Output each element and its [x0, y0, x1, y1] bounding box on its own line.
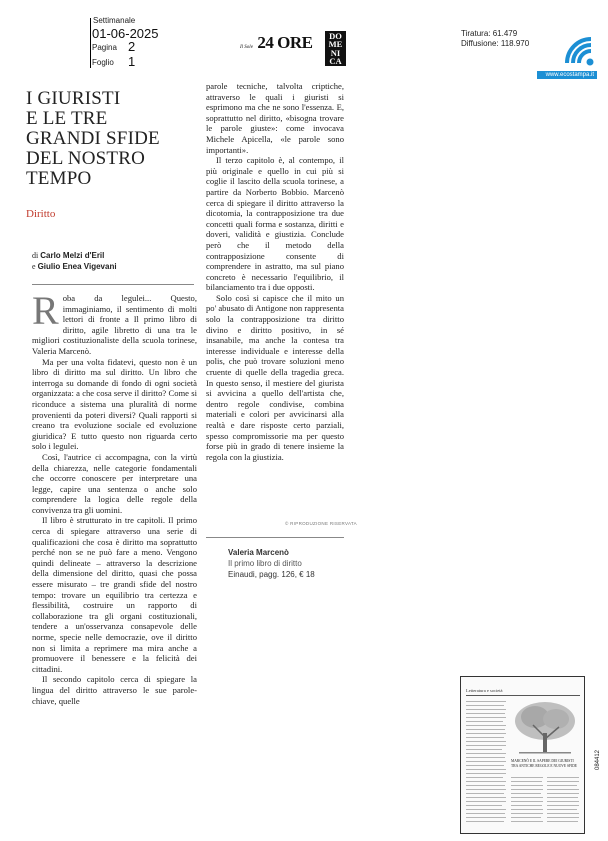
title-line: GRANDI SFIDE: [26, 128, 160, 149]
paragraph: parole tecniche, talvolta criptiche, attraverso le quali i giuristi si esprimono ma che ne sono l'essenza. E, soprattutto nel diritto, «bisogna trovare le parole giuste»: come invocava Michele Apicella, «le parole sono importanti».: [206, 81, 344, 155]
section-label: Diritto: [26, 208, 56, 220]
paragraph: Così, l'autrice ci accompagna, con la virtù della chiarezza, nelle categorie fondamentali che occorre conoscere per interpretare una legge, capire una sentenza o anche solo comprendere la logica delle regole della convivenza tra gli uomini.: [32, 451, 197, 515]
byline: [32, 251, 197, 271]
article-column-2: [206, 81, 344, 521]
publication-small: Il Sole: [240, 45, 253, 50]
tree-illustration-icon: [509, 699, 581, 755]
paragraph: Il secondo capitolo cerca di spiegare la lingua del diritto attraverso le sue parole-chiave, quelle: [32, 674, 197, 706]
book-box-divider: [206, 537, 344, 538]
ecostampa-url[interactable]: www.ecostampa.it: [537, 71, 597, 79]
paragraph: [32, 293, 197, 357]
byline-divider: [32, 284, 194, 285]
title-line: E LE TRE: [26, 108, 108, 129]
book-publisher: Einaudi, pagg. 126, € 18: [228, 570, 315, 579]
title-line: I GIURISTI: [26, 88, 121, 109]
dropcap: R: [32, 293, 59, 333]
supplement-line: ME: [328, 39, 343, 50]
title-line: TEMPO: [26, 168, 92, 189]
byline-prefix: e: [32, 262, 36, 271]
thumbnail-rule: [466, 695, 580, 696]
thumbnail-text-block: [511, 775, 579, 827]
publication-name: 24 ORE: [257, 33, 313, 52]
thumbnail-text-block: [466, 699, 506, 827]
paragraph: Ma per una volta fidatevi, questo non è un libro di diritto ma sul diritto. Un libro che interroga su domande di fondo di ogni società organizzata: a che cosa serve il diritto? Come si riconduce a sistema una pluralità di norme provenienti da poteri diversi? Quali rapporti si creano tra evoluzione sociale ed evoluzione giuridica? E tutto questo non riguarda certo solo i legulei.: [32, 356, 197, 452]
author-name: Giulio Enea Vigevani: [37, 262, 117, 271]
sheet-label: Foglio: [92, 58, 114, 67]
page-thumbnail[interactable]: [460, 676, 585, 834]
document-code: 084412: [595, 749, 601, 770]
paragraph-text: oba da legulei... Questo, immaginiamo, il sentimento di molti lettori di fronte a Il primo libro di diritto, agile libretto di una tra le migliori costituzionaliste della scuola torinese, Valeria Marcenò.: [32, 293, 197, 356]
article-column-1: [32, 293, 197, 838]
page-label: Pagina: [92, 43, 117, 52]
print-run: Tiratura: 61.479: [461, 29, 518, 38]
supplement-logo: [325, 31, 346, 66]
book-title: Il primo libro di diritto: [228, 559, 302, 568]
book-info: [228, 547, 353, 580]
article-title: [26, 89, 206, 189]
header-divider: [90, 18, 91, 68]
paragraph: Solo così si capisce che il mito un po' abusato di Antigone non rappresenta solo la contrapposizione tra diritto divino e diritto positivo, in sé insanabile, ma anche la contesa tra interesse individuale e interesse della polis, che può trovare soluzioni meno cruente di quelle della tragedia greca. In questo senso, il mestiere del giurista si avvicina a quello dell'artista che, dentro regole condivise, combina materiali e colori per avvicinarsi alla realtà e dare risposte certo parziali, spesso compromissorie ma per questo forse più in grado di tenere insieme la regola con la giustizia.: [206, 292, 344, 462]
sheet-value: 1: [128, 54, 136, 69]
page-value: 2: [128, 39, 136, 54]
title-line: DEL NOSTRO: [26, 148, 145, 169]
distribution: Diffusione: 118.970: [461, 39, 530, 48]
book-author: Valeria Marcenò: [228, 548, 289, 557]
issue-date: 01-06-2025: [92, 26, 159, 41]
byline-prefix: di: [32, 251, 39, 260]
ecostampa-logo-icon: [561, 33, 595, 67]
publication-logo: [240, 33, 312, 53]
supplement-line: DO: [329, 31, 342, 41]
supplement-line: CA: [329, 55, 342, 66]
supplement-line: NI: [330, 47, 341, 58]
copyright-note: © RIPRODUZIONE RISERVATA: [285, 521, 357, 526]
frequency-label: Settimanale: [93, 16, 136, 25]
author-name: Carlo Melzi d'Eril: [40, 251, 105, 260]
thumbnail-headline: MARCENÒ E IL SAPERE DEI GIURISTI TRA ANTICHE REGOLE E NUOVE SFIDE: [511, 759, 577, 768]
paragraph: Il terzo capitolo è, al contempo, il più originale e quello in cui più si coglie il lascito della scuola torinese, a partire da Norberto Bobbio. Marcenò cerca di spiegare il diritto attraverso la dicotomia, la contrapposizione tra due concetti quali forma e sostanza, diritti e doveri, validità e giustizia. Conclude però che il metodo della contrapposizione consente di comprendere in astratto, ma sul piano concreto è necessario l'equilibrio, il bilanciamento tra i due opposti.: [206, 155, 344, 293]
thumbnail-section-header: Letteratura e società: [466, 688, 503, 693]
paragraph: Il libro è strutturato in tre capitoli. Il primo cerca di spiegare attraverso una serie di qualificazioni che cosa è diritto ma soprattutto perché non se ne può fare a meno. Vengono quindi delineate – attraverso la descrizione della dimensione del diritto, quasi che possa essere misurato – tre grandi sfide del nostro tempo: trovare un equilibrio tra certezza e flessibilità, costruire un rapporto di collaborazione tra gli organi costituzionali, tendere a un'osservanza consapevole delle norme, specie nelle democrazie, ove il diritto non si limita a reprimere ma mira anche a promuovere il benessere e la felicità dei cittadini.: [32, 515, 197, 674]
